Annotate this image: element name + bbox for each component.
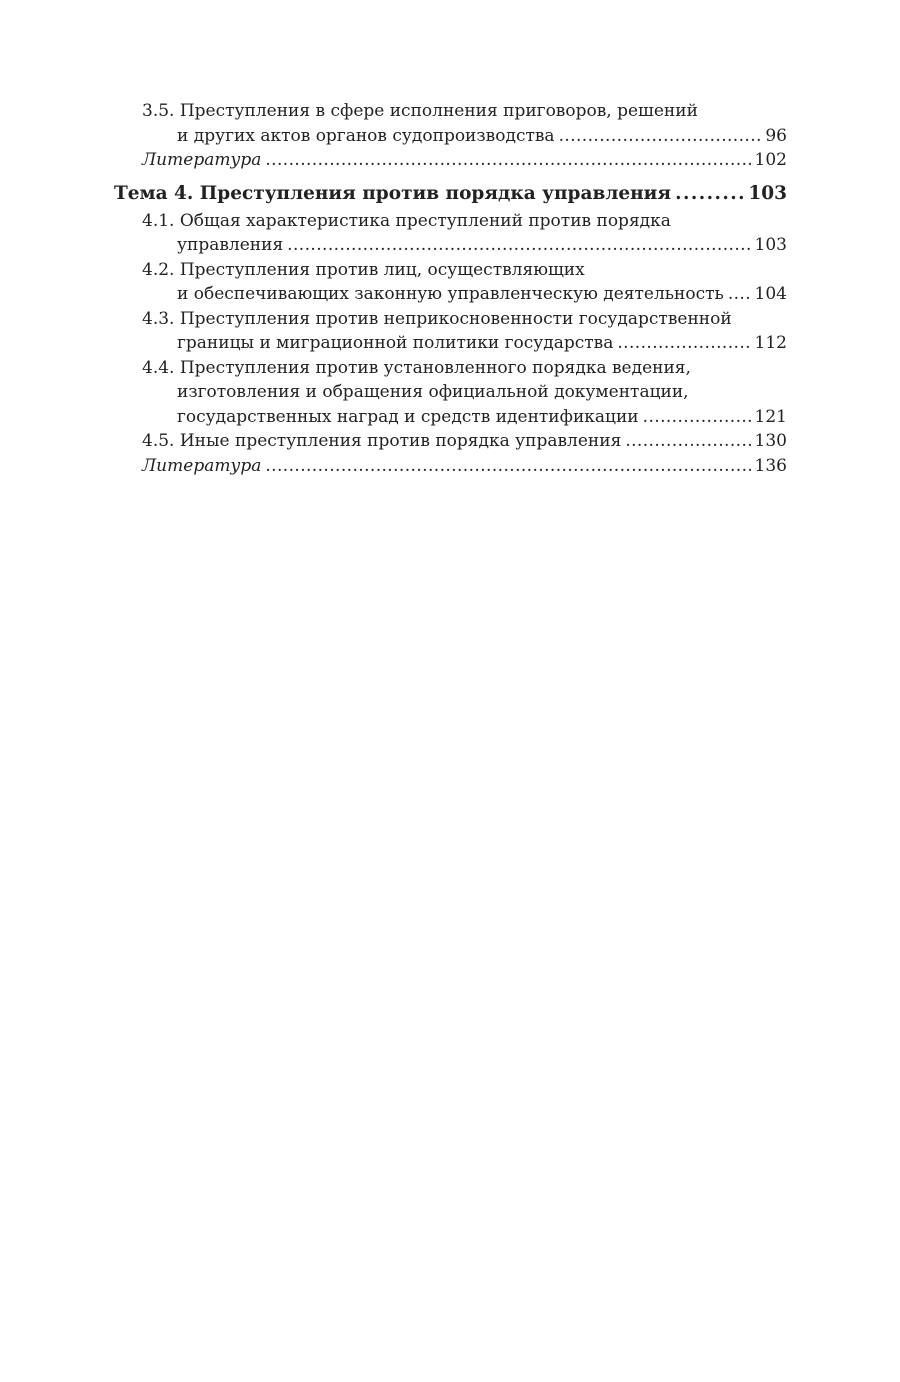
- toc-entry-4-3: [142, 307, 787, 356]
- dot-leader: [559, 124, 762, 149]
- dot-leader: [643, 405, 751, 430]
- toc-entry-4-2: [142, 258, 787, 307]
- literature-label: Литература: [142, 455, 262, 476]
- toc-entry-title: 4.1. Общая характеристика преступлений против порядка: [142, 210, 671, 231]
- page-number: 130: [754, 431, 787, 451]
- toc-entry-title-cont: границы и миграционной политики государства: [177, 333, 614, 353]
- page-number: 103: [754, 235, 787, 255]
- toc-entry-title-cont: изготовления и обращения официальной документации,: [177, 382, 689, 402]
- toc-entry-literature-4: [142, 454, 787, 479]
- toc-entry-4-1: [142, 209, 787, 258]
- literature-label: Литература: [142, 150, 262, 170]
- dot-leader: [265, 148, 750, 173]
- page-number: 112: [754, 333, 787, 353]
- page-number: 103: [748, 182, 787, 204]
- toc-entry-title: 4.5. Иные преступления против порядка управления: [142, 431, 622, 451]
- toc-entry-title-cont: управления: [177, 235, 284, 255]
- toc-entry-4-4: [142, 356, 787, 430]
- page-number: 104: [754, 284, 787, 304]
- page-number: 121: [754, 406, 787, 427]
- dot-leader: [675, 181, 744, 207]
- toc-entry-title: 4.3. Преступления против неприкосновенности государственной: [142, 308, 732, 329]
- page-number: 96: [765, 125, 787, 146]
- toc-entry-3-5: [142, 99, 787, 148]
- dot-leader: [265, 454, 750, 479]
- toc-topic-4: [114, 181, 787, 207]
- toc-entry-title-cont: государственных наград и средств идентификации: [177, 406, 639, 427]
- toc-entry-title: 4.4. Преступления против установленного порядка ведения,: [142, 357, 691, 378]
- topic-title: Тема 4. Преступления против порядка управления: [114, 182, 672, 204]
- toc-entry-4-5: [142, 429, 787, 454]
- dot-leader: [728, 282, 751, 307]
- toc-entry-title-cont: и обеспечивающих законную управленческую деятельность: [177, 284, 724, 304]
- toc-entry-title-cont: и других актов органов судопроизводства: [177, 125, 555, 146]
- dot-leader: [617, 331, 750, 356]
- toc-entry-literature-3: [142, 148, 787, 173]
- toc-entry-title: 4.2. Преступления против лиц, осуществляющих: [142, 259, 585, 280]
- page-number: 102: [754, 150, 787, 170]
- table-of-contents: [114, 99, 787, 478]
- toc-entry-title: 3.5. Преступления в сфере исполнения приговоров, решений: [142, 101, 698, 121]
- dot-leader: [625, 429, 750, 454]
- page-number: 136: [754, 455, 787, 476]
- dot-leader: [287, 233, 750, 258]
